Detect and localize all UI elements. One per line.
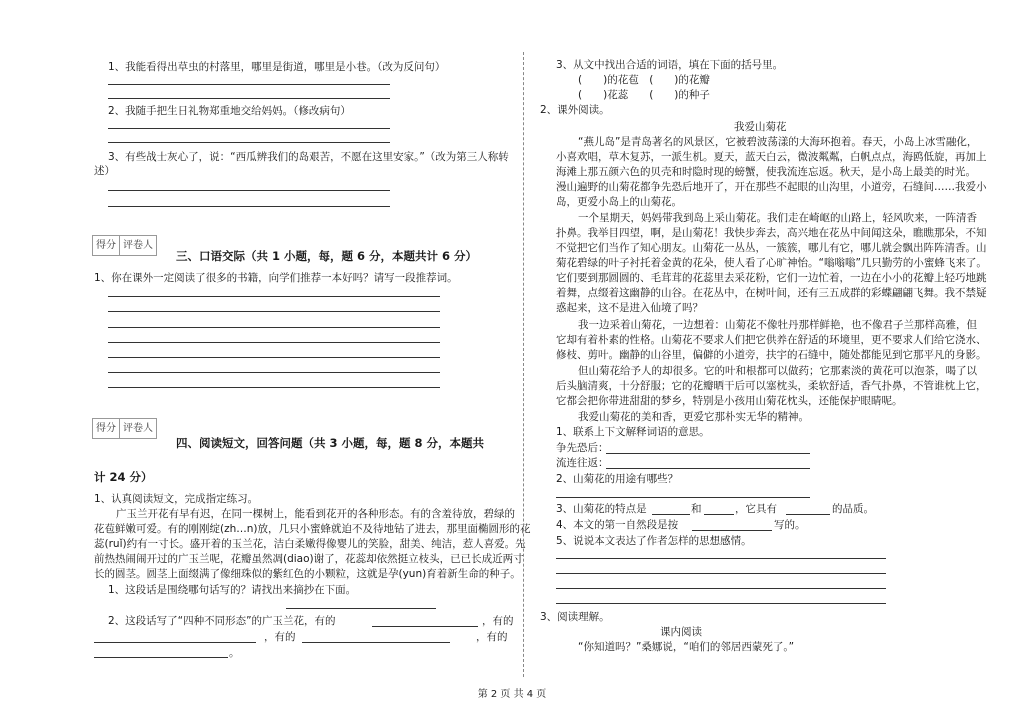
passage-line: 它都会把你带进甜甜的梦乡，特别是小孩用山菊花枕头，还能保护眼睛呢。: [556, 395, 903, 407]
answer-line[interactable]: [108, 357, 440, 358]
answer-blank[interactable]: [652, 514, 690, 515]
passage-line: 不觉把它们当作了知心朋友。山菊花一丛丛，一簇簇，哪儿有它，哪儿就会飘出阵阵清香。山: [556, 242, 987, 254]
score-box: [92, 235, 157, 256]
passage-line: 蕊(ruǐ)约有一寸长。盛开着的玉兰花，洁白柔嫩得像婴儿的笑脸，甜美、纯洁，惹人喜爱。先: [94, 538, 526, 550]
answer-line[interactable]: [556, 558, 886, 559]
reading-2-title: 我爱山菊花: [734, 121, 787, 133]
passage-line: 一个星期天，妈妈带我到岛上采山菊花。我们走在崎岖的山路上，轻风吹来，一阵清香: [578, 212, 977, 224]
right-q3-line2: ( )花蕊 ( )的种子: [578, 89, 710, 101]
passage-line: “燕儿岛”是青岛著名的风景区，它被碧波荡漾的大海环抱着。春天，小岛上冰雪融化，: [578, 136, 978, 148]
passage-line: 我爱山菊花的美和香，更爱它那朴实无华的精神。: [578, 411, 809, 423]
page-number: 第 2 页 共 4 页: [477, 689, 547, 700]
passage-line: 菊花碧绿的叶子衬托着金黄的花朵，使人看了心旷神怡。“嗡嗡嗡”几只勤劳的小蜜蜂飞来了。: [556, 257, 987, 269]
passage-line: 海滩上那五颜六色的贝壳和时隐时现的螃蟹，使我流连忘返。秋天，是小岛上最美的时光。: [556, 166, 976, 178]
answer-line[interactable]: [108, 296, 440, 297]
sub-question-3-a: 3、山菊花的特点是: [556, 503, 647, 515]
section-3-title: 三、口语交际（共 1 小题，每，题 6 分，本题共计 6 分）: [176, 249, 478, 263]
right-q3-line1: ( )的花苞 ( )的花瓣: [578, 74, 710, 86]
sub-question-4-a: 4、本文的第一自然段是按: [556, 519, 679, 531]
sub-question-3-c: ，它具有: [735, 503, 777, 515]
passage-line: 漫山遍野的山菊花都争先恐后地开了，开在那些不起眼的山沟里，小道旁，石缝间……我爱小: [556, 181, 987, 193]
section-4-title: 四、阅读短文，回答问题（共 3 小题，每，题 8 分，本题共: [176, 436, 485, 450]
passage-line: 修枝、剪叶。幽静的山谷里，偏僻的小道旁，扶宇的石缝中，随处都能见到它那平凡的身影。: [556, 349, 987, 361]
answer-line[interactable]: [108, 327, 440, 328]
sub-question-3-d: 的品质。: [832, 503, 874, 515]
question-3: 3、有些战士灰心了，说：“西瓜辨我们的岛艰苦，不愿在这里安家。”（改为第三人称转: [108, 151, 509, 163]
reading-3-intro: 3、阅读理解。: [540, 611, 610, 623]
passage-line: 前热热闹闹开过的广玉兰呢，花瓣虽然凋(diao)谢了，花蕊却依然挺立枝头，已已长成近两寸: [94, 553, 524, 565]
blank-sep: ，有的: [476, 631, 508, 643]
reviewer-label: 评卷人: [123, 423, 153, 434]
question-2: 2、我随手把生日礼物郑重地交给妈妈。（修改病句）: [108, 105, 351, 117]
answer-line[interactable]: [556, 603, 886, 604]
sub-question-2: 2、山菊花的用途有哪些？: [556, 473, 679, 485]
passage-line: 它们要到那圆圆的、毛茸茸的花蕊里去采花粉，它们一边忙着，一边在小小的花瓣上轻巧地跳: [556, 272, 987, 284]
sub-question-5: 5、说说本文表达了作者怎样的思想感情。: [556, 535, 752, 547]
passage-line: “你知道吗？”桑娜说，“咱们的邻居西蒙死了。”: [578, 641, 795, 653]
term-2: 流连往返：: [556, 457, 609, 469]
answer-blank[interactable]: [94, 642, 256, 643]
passage-line: 它却有着朴素的性格。山菊花不要求人们把它供养在舒适的环境里，更不要求人们给它浇水、: [556, 334, 987, 346]
answer-blank[interactable]: [302, 642, 450, 643]
period: 。: [229, 647, 240, 659]
passage-line: 岛，更爱小岛上的山菊花。: [556, 196, 682, 208]
answer-line[interactable]: [108, 387, 440, 388]
passage-line: 我一边采着山菊花，一边想着：山菊花不像牡丹那样鲜艳，也不像君子兰那样高雅，但: [578, 319, 977, 331]
column-divider: [523, 52, 524, 677]
reading-3-title: 课内阅读: [660, 626, 702, 638]
blank-sep: ，有的: [264, 631, 296, 643]
right-q3: 3、从文中找出合适的词语，填在下面的括号里。: [556, 59, 784, 71]
answer-line[interactable]: [108, 190, 390, 191]
sub-question-4-b: 写的。: [774, 519, 806, 531]
reading-1-q1: 1、这段话是围绕哪句话写的？请找出来摘抄在下面。: [108, 584, 357, 596]
passage-line: 长的圆茎。圆茎上面缀满了像细珠似的紫红色的小颗粒，这就是孕(yun)育着新生命的种子。: [94, 568, 521, 580]
passage-line: 小喜欢唱，草木复苏，一派生机。夏天，蓝天白云，微波粼粼，白帆点点，海鸥低旋，再加上: [556, 151, 987, 163]
question-3-cont: 述）: [94, 165, 115, 177]
reading-2-intro: 2、课外阅读。: [540, 104, 610, 116]
passage-line: 后头脑清爽，十分舒服；它的花瓣晒干后可以塞枕头，柔软舒适，香气扑鼻，不管谁枕上它，: [556, 380, 987, 392]
answer-line[interactable]: [108, 372, 440, 373]
answer-line[interactable]: [108, 342, 440, 343]
passage-line: 但山菊花给予人的却很多。它的叶和根都可以做药；它那素淡的黄花可以泡茶，喝了以: [578, 365, 977, 377]
sub-question-1: 1、联系上下文解释词语的意思。: [556, 426, 710, 438]
answer-blank[interactable]: [692, 530, 772, 531]
score-label: 得分: [93, 419, 120, 438]
answer-blank[interactable]: [606, 453, 810, 454]
answer-line[interactable]: [556, 588, 886, 589]
answer-line[interactable]: [108, 128, 390, 129]
section-3-question: 1、你在课外一定阅读了很多的书籍，向学们推荐一本好吗？请写一段推荐词。: [94, 272, 458, 284]
reading-1-q2: 2、这段话写了“四种不同形态”的广玉兰花，有的: [108, 615, 336, 627]
question-1: 1、我能看得出草虫的村落里，哪里是街道，哪里是小巷。（改为反问句）: [108, 61, 446, 73]
term-1: 争先恐后：: [556, 442, 609, 454]
score-box: [92, 418, 157, 439]
reading-1-intro: 1、认真阅读短文，完成指定练习。: [94, 493, 259, 505]
section-4-title-cont: 计 24 分）: [94, 470, 153, 484]
reviewer-label: 评卷人: [123, 240, 153, 251]
answer-line[interactable]: [556, 573, 886, 574]
answer-blank[interactable]: [606, 468, 810, 469]
score-label: 得分: [93, 236, 120, 255]
answer-line[interactable]: [556, 497, 810, 498]
answer-blank[interactable]: [704, 514, 734, 515]
blank-sep: ，有的: [482, 615, 514, 627]
passage-line: 惑起来，这不是进入仙境了吗？: [556, 302, 703, 314]
answer-line[interactable]: [108, 142, 390, 143]
answer-line[interactable]: [108, 84, 390, 85]
answer-line[interactable]: [286, 608, 436, 609]
answer-line[interactable]: [108, 98, 390, 99]
answer-blank[interactable]: [372, 626, 478, 627]
passage-line: 扑鼻。我举目四望，啊，是山菊花！我快步奔去，高兴地在花丛中间闻这朵，瞧瞧那朵，不知: [556, 227, 987, 239]
answer-line[interactable]: [108, 206, 390, 207]
answer-blank[interactable]: [786, 514, 830, 515]
passage-line: 花苞鲜嫩可爱。有的刚刚绽(zh…n)放，几只小蜜蜂就迫不及待地钻了进去，那里面椭圆形的花: [94, 523, 531, 535]
passage-line: 广玉兰开花有早有迟，在同一棵树上，能看到花开的各种形态。有的含羞待放，碧绿的: [116, 508, 515, 520]
answer-line[interactable]: [108, 311, 440, 312]
answer-blank[interactable]: [94, 657, 228, 658]
sub-question-3-b: 和: [691, 503, 702, 515]
passage-line: 着舞，点缀着这幽静的山谷。在花丛中，在树叶间，还有三五成群的彩蝶翩翩飞舞。我不禁疑: [556, 287, 987, 299]
